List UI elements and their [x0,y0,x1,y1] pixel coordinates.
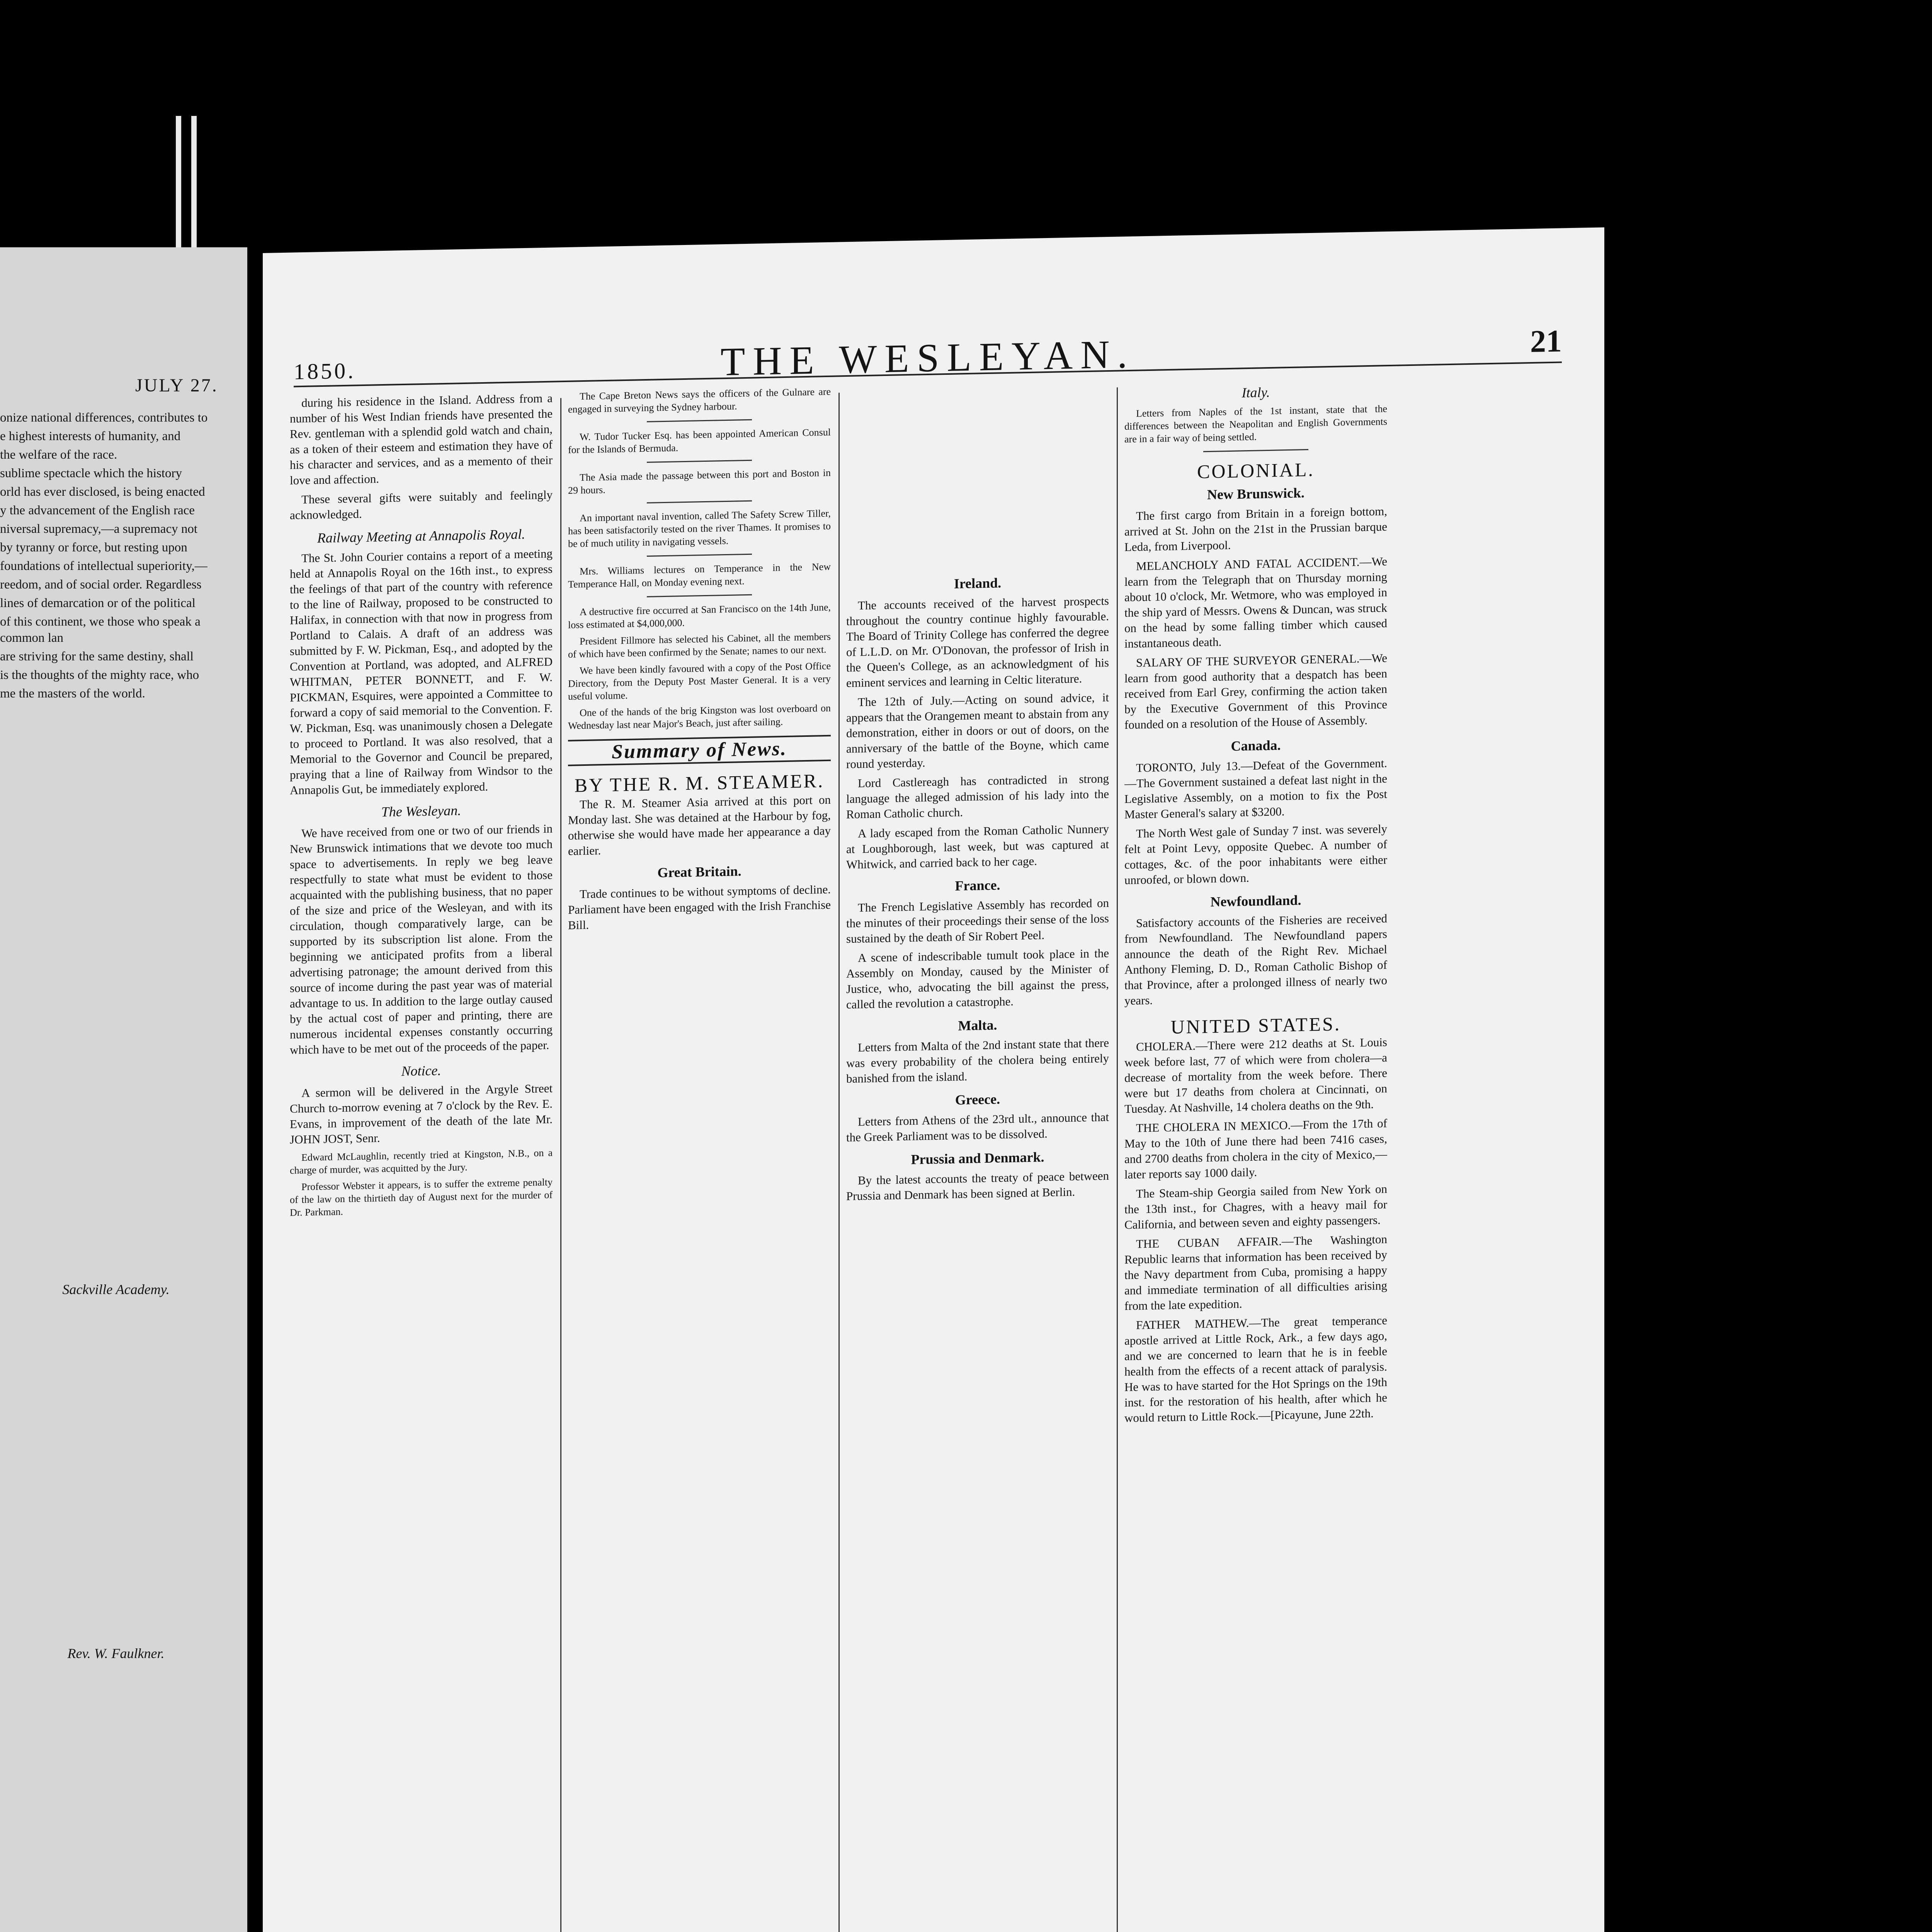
article-text: Letters from Athens of the 23rd ult., announce that the Greek Parliament was to be dissolved. [846,1110,1109,1145]
news-item: One of the hands of the brig Kingston was lost overboard on Wednesday last near Major's Beach, just after sailing. [568,702,831,731]
article-text: SALARY OF THE SURVEYOR GENERAL.—We learn from good authority that a despatch has been received from Earl Grey, confirming the action taken by the Executive Government of this Province founded on a resolution of the House of Assembly. [1124,651,1387,732]
article-text: Letters from Malta of the 2nd instant state that there was every probability of the cholera being entirely banished from the island. [846,1036,1109,1086]
column-1 [290,391,553,1932]
article-heading-new-brunswick: New Brunswick. [1207,485,1305,503]
article-text: By the latest accounts the treaty of peace between Prussia and Denmark has been signed at Berlin. [846,1168,1109,1203]
text-line: orld has ever disclosed, is being enacted [0,485,205,499]
article-text: The R. M. Steamer Asia arrived at this port on Monday last. She was detained at the Harbour by fog, otherwise she would have made her appearance a day earlier. [568,793,831,858]
article-text: TORONTO, July 13.—Defeat of the Government.—The Government sustained a defeat last night in the Legislative Assembly, on a motion to fix the Post Master General's salary at $3200. [1124,756,1387,821]
text-line: is the thoughts of the mighty race, who [0,668,199,682]
page-number: 21 [1530,323,1562,359]
text-line: lines of demarcation or of the political [0,596,196,610]
text-line: y the advancement of the English race [0,503,195,517]
divider [647,554,752,557]
text-line: sublime spectacle which the history [0,466,182,480]
text-line: me the masters of the world. [0,687,145,701]
article-text: The first cargo from Britain in a foreign bottom, arrived at St. John on the 21st in the Prussian barque Leda, from Liverpool. [1124,504,1387,554]
article-heading-ireland: Ireland. [954,575,1002,592]
text-line: the welfare of the race. [0,448,117,462]
article-text: Satisfactory accounts of the Fisheries are received from Newfoundland. The Newfoundland papers announce the death of the Right Rev. Michael Anthony Fleming, D. D., Roman Catholic Bishop of that Province, after a prolonged illness of nearly two years. [1124,912,1387,1008]
article-heading-prussia-denmark: Prussia and Denmark. [911,1149,1044,1167]
text-line: of this continent, we those who speak a common lan [0,615,201,645]
article-text: A lady escaped from the Roman Catholic Nunnery at Loughborough, last week, but was captured at Whitwick, and carried back to her cage. [846,821,1109,872]
article-heading-railway: Railway Meeting at Annapolis Royal. [317,526,526,546]
article-text: CHOLERA.—There were 212 deaths at St. Louis week before last, 77 of which were from cholera—a decrease of mortality from the week before. There were but 17 deaths from cholera at Cincinnati, on Tuesday. At Nashville, 14 cholera deaths on the 9th. [1124,1035,1387,1116]
divider [647,500,752,503]
article-text: We have received from one or two of our friends in New Brunswick intimations that we devote too much space to advertisements. In reply we beg leave respectfully to state what must be evident to those acquainted with the publishing business, that no paper of the size and price of the Wesleyan, and with its circulation, though comparatively large, can be supported by its subscription list alone. From the beginning we anticipated profits from a liberal advertising patronage; the amount derived from this source of income during the past year was of material advantage to us. In addition to the large outlay caused by the actual cost of paper and printing, there are numerous incidental expenses constantly occurring which have to be met out of the proceeds of the paper. [290,821,553,1057]
text-line: foundations of intellectual superiority,— [0,559,207,573]
article-text: The North West gale of Sunday 7 inst. was severely felt at Point Levy, opposite Quebec. A number of cottages, &c. of the poor inhabitants were either unroofed, or blown down. [1124,822,1387,887]
summary-title: Summary of News. [612,737,787,763]
article-heading-wesleyan: The Wesleyan. [381,803,461,820]
news-item: Professor Webster it appears, is to suffer the extreme penalty of the law on the thirtieth day of August next for the murder of Dr. Parkman. [290,1176,553,1218]
article-text: The 12th of July.—Acting on sound advice, it appears that the Orangemen meant to abstain from any demonstration, either in doors or out of doors, on the anniversary of the battle of the Boyne, which came round yesterday. [846,690,1109,771]
column-rule [1117,388,1118,1932]
column-3 [846,380,1109,1932]
article-text: during his residence in the Island. Address from a number of his West Indian friends have presented the Rev. gentleman with a splendid gold watch and chain, as a token of their esteem and estimation they have of his character and services, and as a memento of their love and affection. [290,391,553,487]
text-line: by tyranny or force, but resting upon [0,541,187,554]
text-line: are striving for the same destiny, shall [0,650,194,663]
column-4 [1124,374,1387,1932]
news-item: W. Tudor Tucker Esq. has been appointed American Consul for the Islands of Bermuda. [568,426,831,456]
article-text: MELANCHOLY AND FATAL ACCIDENT.—We learn from the Telegraph that on Thursday morning about 10 o'clock, Mr. Wetmore, who was employed in the ship yard of Messrs. Owens & Duncan, was struck on the head by some falling timber which caused instantaneous death. [1124,554,1387,651]
divider [647,460,752,463]
article-heading-notice: Notice. [401,1063,441,1079]
article-heading-newfoundland: Newfoundland. [1210,892,1301,910]
article-text: The accounts received of the harvest prospects throughout the country continue highly favourable. The Board of Trinity College has conferred the degree of L.L.D. on Mr. O'Donovan, the professor of Irish in the Queen's College, as an acknowledgment of his eminent services and learning in Celtic literature. [846,594,1109,690]
article-text: THE CHOLERA IN MEXICO.—From the 17th of May to the 10th of June there had been 7416 cases, and 2700 deaths from cholera in the city of Mexico,—later reports say 1000 daily. [1124,1116,1387,1182]
article-heading-malta: Malta. [958,1017,997,1034]
article-heading-greece: Greece. [955,1091,1000,1108]
column-2 [568,385,831,1932]
previous-page-text [0,410,232,1668]
news-item: Edward McLaughlin, recently tried at Kingston, N.B., on a charge of murder, was acquitted by the Jury. [290,1147,553,1176]
news-item: A destructive fire occurred at San Francisco on the 14th June, loss estimated at $4,000,000. [568,601,831,631]
column-rule [838,393,840,1932]
section-heading: Sackville Academy. [62,1282,170,1297]
section-heading: Rev. W. Faulkner. [67,1646,165,1661]
article-heading-italy: Italy. [1242,384,1270,401]
divider [1203,449,1308,452]
article-text: These several gifts were suitably and feelingly acknowledged. [290,488,553,522]
newspaper-title: THE WESLEYAN. [720,332,1135,384]
article-heading-canada: Canada. [1231,737,1281,754]
news-item: President Fillmore has selected his Cabinet, all the members of which have been confirmed by the Senate; names to our next. [568,631,831,660]
issue-year: 1850. [294,358,356,384]
article-text: The St. John Courier contains a report of a meeting held at Annapolis Royal on the 16th inst., to express the feelings of that part of the country with reference to the line of Railway, proposed to be constructed to Halifax, in connection with that now in progress from Portland to Calais. A draft of an address was submitted by F. W. Pickman, Esq., and adopted by the Convention at Portland, was adopted, and ALFRED WHITMAN, PETER BONNETT, and F. W. PICKMAN, Esquires, were appointed a Committee to forward a copy of said memorial to the Convention. F. W. Pickman, Esq. was unanimously chosen a Delegate to proceed to Portland. It was also resolved, that a Memorial to the Governor and Council be prepared, praying that a line of Railway from Windsor to the Annapolis Gut, be immediately explored. [290,546,553,797]
article-heading-great-britain: Great Britain. [657,863,742,881]
news-item: The Cape Breton News says the officers of the Gulnare are engaged in surveying the Sydney harbour. [568,386,831,415]
news-item: The Asia made the passage between this port and Boston in 29 hours. [568,467,831,496]
summary-subtitle: BY THE R. M. STEAMER. [574,770,825,796]
section-heading-colonial: COLONIAL. [1197,458,1315,483]
article-heading-france: France. [955,877,1000,894]
previous-page-running-head: JULY 27. [135,375,218,396]
article-text: The French Legislative Assembly has recorded on the minutes of their proceedings their sense of the loss sustained by the death of Sir Robert Peel. [846,896,1109,946]
article-text: Letters from Naples of the 1st instant, state that the differences between the Neapolitan and English Governments are in a fair way of being settled. [1124,403,1387,445]
article-text: Trade continues to be without symptoms of decline. Parliament have been engaged with the Irish Franchise Bill. [568,882,831,932]
article-text: THE CUBAN AFFAIR.—The Washington Republic learns that information has been received by the Navy department from Cuba, promising a happy and immediate termination of all difficulties arising from the late expedition. [1124,1232,1387,1313]
news-item: We have been kindly favoured with a copy of the Post Office Directory, from the Deputy Post Master General. It is a very useful volume. [568,660,831,702]
section-heading-united-states: UNITED STATES. [1170,1013,1341,1038]
article-text: A sermon will be delivered in the Argyle Street Church to-morrow evening at 7 o'clock by the Rev. E. Evans, in improvement of the death of the late Mr. JOHN JOST, Senr. [290,1081,553,1146]
article-text: The Steam-ship Georgia sailed from New York on the 13th inst., for Chagres, with a heavy mail for California, and between seven and eighty passengers. [1124,1182,1387,1232]
previous-page-fragment [0,247,247,1932]
news-item: Mrs. Williams lectures on Temperance in the New Temperance Hall, on Monday evening next. [568,561,831,590]
text-line: onize national differences, contributes to [0,411,208,425]
article-text: Lord Castlereagh has contradicted in strong language the alleged admission of his lady into the Roman Catholic church. [846,771,1109,821]
text-line: e highest interests of humanity, and [0,429,181,443]
text-line: reedom, and of social order. Regardless [0,578,202,592]
column-rule [560,398,561,1932]
article-text: A scene of indescribable tumult took place in the Assembly on Monday, caused by the Minister of Justice, who, advocating the bill against the press, called the revolution a catastrophe. [846,946,1109,1012]
divider [647,419,752,422]
summary-box [568,735,831,766]
divider [647,594,752,597]
text-line: niversal supremacy,—a supremacy not [0,522,198,536]
article-text: FATHER MATHEW.—The great temperance apostle arrived at Little Rock, Ark., a few days ago, and we are concerned to learn that he is in feeble health from the effects of a recent attack of paralysis. He was to have started for the Hot Springs on the 19th inst. for the restoration of his health, after which he would return to Little Rock.—[Picayune, June 22th. [1124,1313,1387,1425]
news-item: An important naval invention, called The Safety Screw Tiller, has been satisfactorily tested on the river Thames. It promises to be of much utility in navigating vessels. [568,507,831,549]
newspaper-page [263,227,1604,1932]
